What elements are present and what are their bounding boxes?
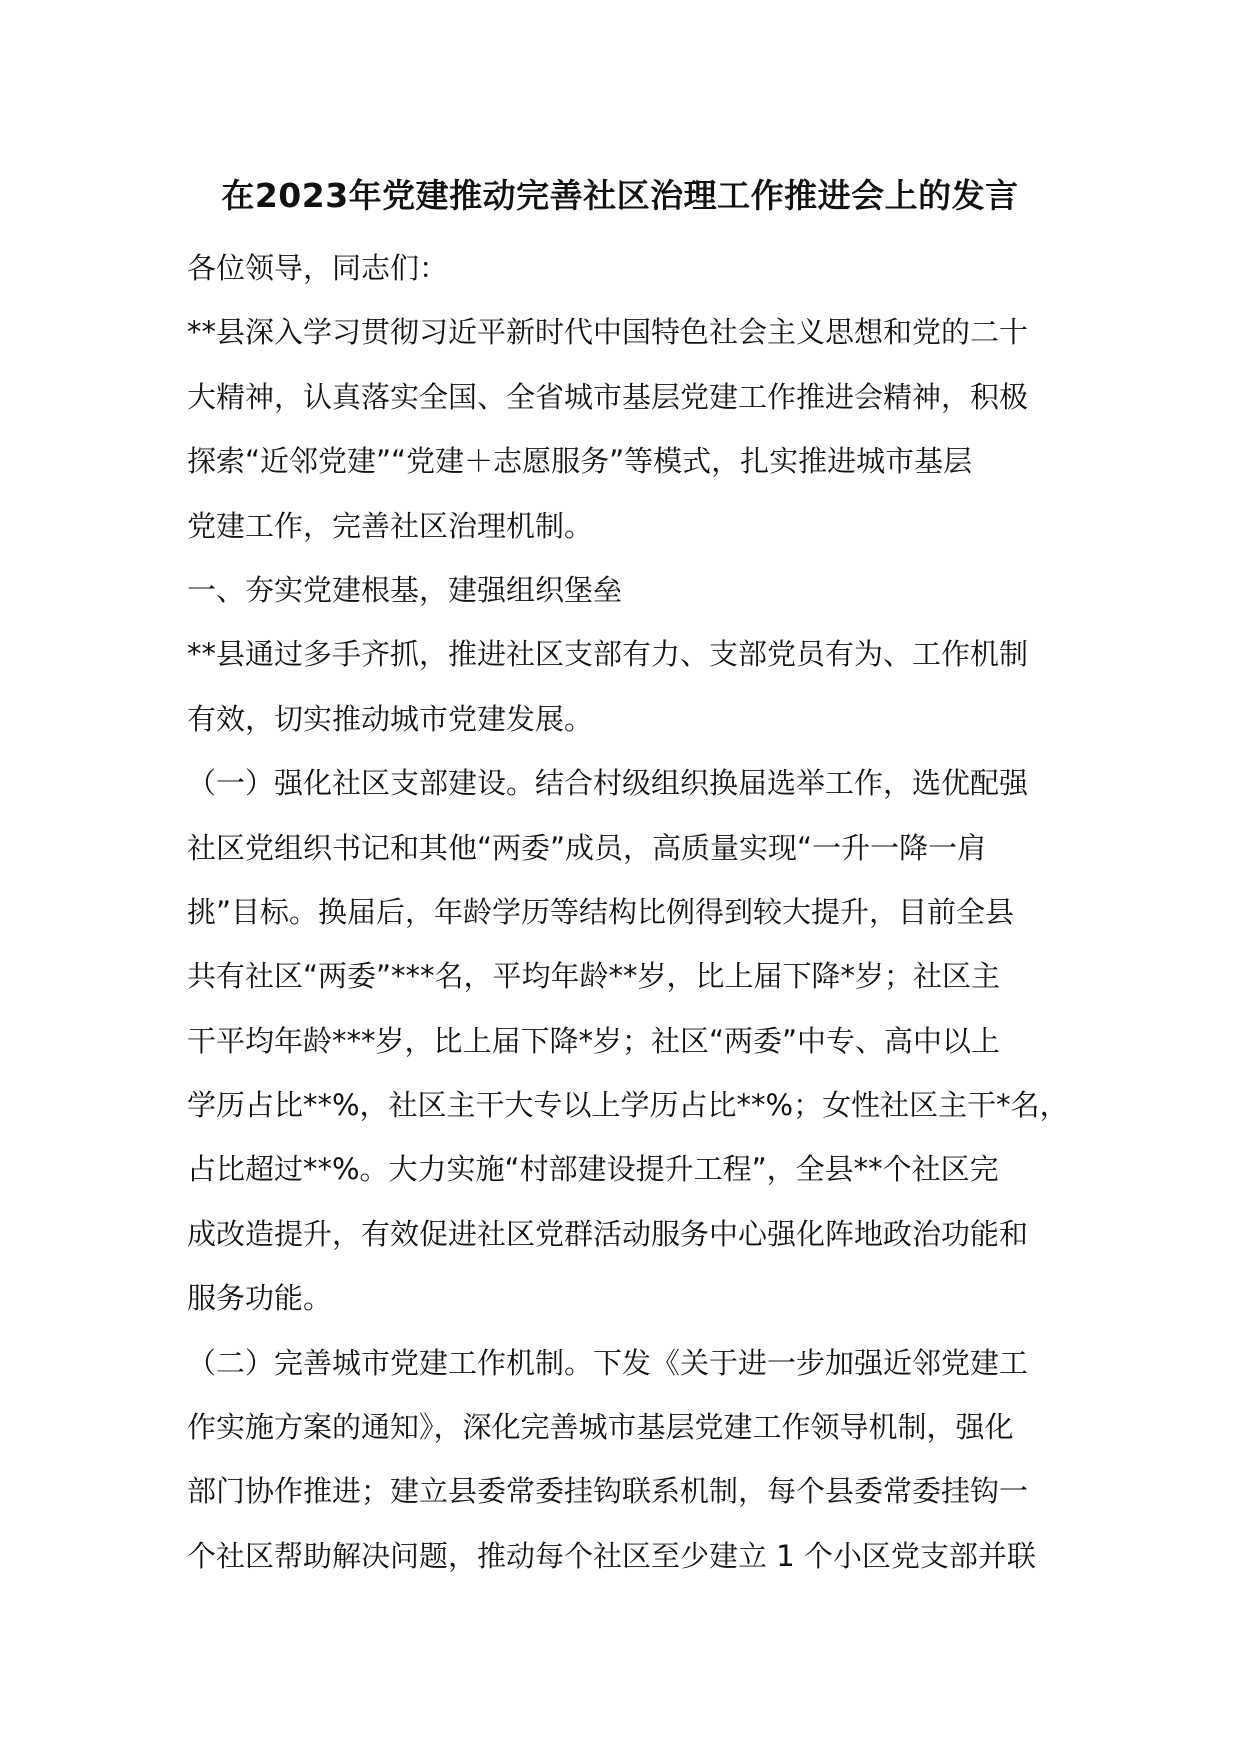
- text-line: **县深入学习贯彻习近平新时代中国特色社会主义思想和党的二十: [187, 315, 1029, 350]
- text-line: 占比超过**%。大力实施“村部建设提升工程”，全县**个社区完: [187, 1152, 999, 1187]
- document-title: 在2023年党建推动完善社区治理工作推进会上的发言: [221, 176, 1019, 215]
- section-heading: 一、夯实党建根基，建强组织堡垒: [187, 572, 623, 607]
- salutation-line: 各位领导，同志们：: [187, 251, 449, 285]
- text-line: 有效，切实推动城市党建发展。: [187, 701, 594, 736]
- text-line: 学历占比**%，社区主干大专以上学历占比**%；女性社区主干*名，: [187, 1088, 1069, 1123]
- text-line: **县通过多手齐抓，推进社区支部有力、支部党员有为、工作机制: [187, 637, 1029, 672]
- text-line: 共有社区“两委”***名，平均年龄**岁，比上届下降*岁；社区主: [187, 959, 1001, 994]
- document-body: [187, 236, 1087, 1588]
- text-line: 挑”目标。换届后，年龄学历等结构比例得到较大提升，目前全县: [187, 894, 1015, 929]
- text-line: 大精神，认真落实全国、全省城市基层党建工作推进会精神，积极: [187, 379, 1029, 414]
- text-line: 作实施方案的通知》，深化完善城市基层党建工作领导机制，强化: [187, 1410, 1014, 1445]
- text-line: 服务功能。: [187, 1281, 333, 1316]
- text-line: 探索“近邻党建”“党建＋志愿服务”等模式，扎实推进城市基层: [187, 444, 973, 479]
- text-line: 社区党组织书记和其他“两委”成员，高质量实现“一升一降一肩: [187, 830, 987, 865]
- text-line: （一）强化社区支部建设。结合村级组织换届选举工作，选优配强: [187, 766, 1029, 801]
- text-line: 党建工作，完善社区治理机制。: [187, 508, 594, 543]
- text-line: 成改造提升，有效促进社区党群活动服务中心强化阵地政治功能和: [187, 1216, 1029, 1251]
- text-line: 部门协作推进；建立县委常委挂钩联系机制，每个县委常委挂钩一: [187, 1474, 1029, 1509]
- text-line: （二）完善城市党建工作机制。下发《关于进一步加强近邻党建工: [187, 1345, 1029, 1380]
- text-line: 个社区帮助解决问题，推动每个社区至少建立 1 个小区党支部并联: [187, 1538, 1036, 1573]
- text-line: 干平均年龄***岁，比上届下降*岁；社区“两委”中专、高中以上: [187, 1023, 1001, 1058]
